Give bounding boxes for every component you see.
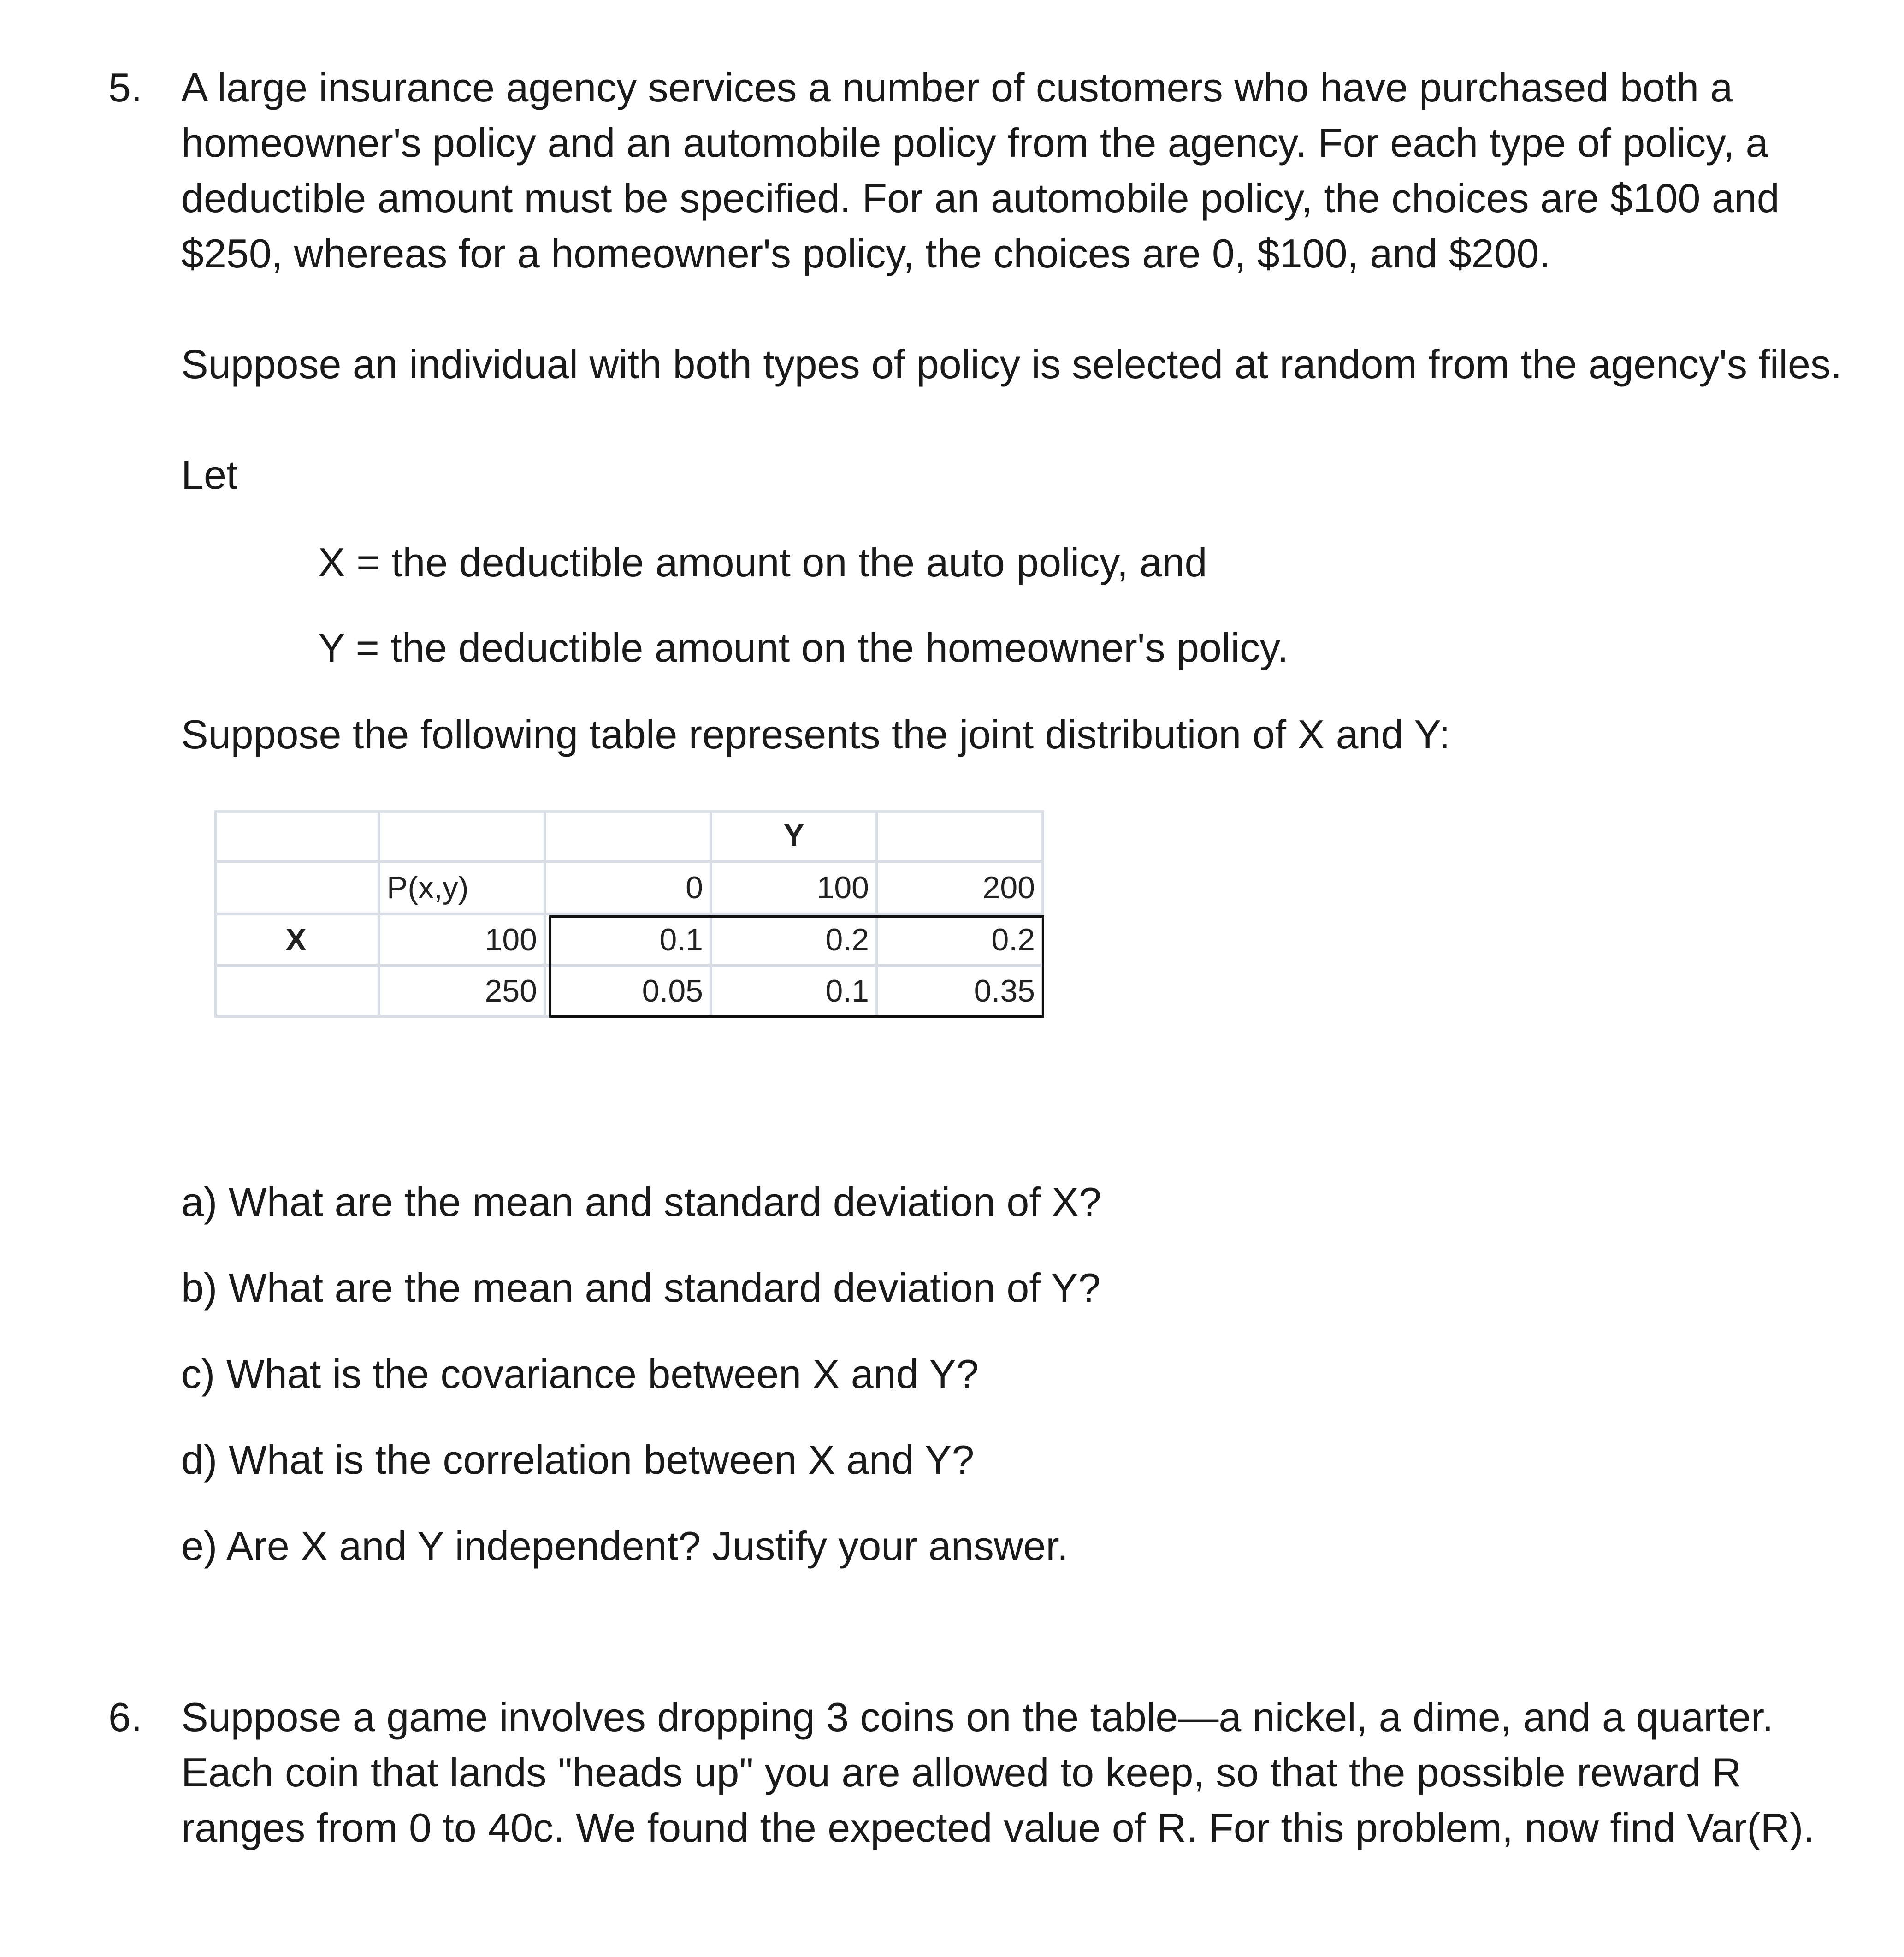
table-cell-empty bbox=[214, 810, 380, 863]
question-a: a) What are the mean and standard deviation of X? bbox=[181, 1179, 1101, 1225]
probability-cell: 0.05 bbox=[546, 967, 712, 1018]
problem-5-intro bbox=[181, 60, 1832, 281]
probability-cell: 0.2 bbox=[712, 915, 878, 967]
question-d: d) What is the correlation between X and Y? bbox=[181, 1437, 975, 1483]
problem-5-number: 5. bbox=[108, 65, 142, 110]
y-value-header: 200 bbox=[878, 863, 1044, 915]
probability-cell: 0.1 bbox=[712, 967, 878, 1018]
let-label: Let bbox=[181, 452, 238, 498]
question-c: c) What is the covariance between X and Y? bbox=[181, 1351, 979, 1397]
x-value-row-header: 100 bbox=[380, 915, 546, 967]
problem-5-intro-text: A large insurance agency services a number of customers who have purchased both a homeowner's policy and an automobile policy from the agency. For each type of policy, a deductible amount must be specified. For an automobile policy, the choices are $100 and $250, whereas for a homeowner's policy, the choices are 0, $100, and $200. bbox=[181, 65, 1780, 276]
probability-corner-label: P(x,y) bbox=[380, 863, 546, 915]
y-value-header: 100 bbox=[712, 863, 878, 915]
joint-distribution-table bbox=[214, 810, 1044, 1018]
probability-cell: 0.1 bbox=[546, 915, 712, 967]
x-definition: X = the deductible amount on the auto policy, and bbox=[318, 540, 1207, 585]
question-b: b) What are the mean and standard deviation of Y? bbox=[181, 1265, 1101, 1311]
x-value-row-header: 250 bbox=[380, 967, 546, 1018]
problem-6-number: 6. bbox=[108, 1694, 142, 1740]
table-cell-empty bbox=[214, 863, 380, 915]
probability-cell: 0.2 bbox=[878, 915, 1044, 967]
y-definition: Y = the deductible amount on the homeowner's policy. bbox=[318, 625, 1289, 670]
probability-cell: 0.35 bbox=[878, 967, 1044, 1018]
problem-6-text: Suppose a game involves dropping 3 coins on the table—a nickel, a dime, and a quarter. Each coin that lands "heads up" you are allowed to keep, so that the possible reward R ranges from 0 to 40c. We found the expected value of R. For this problem, now find Var(R). bbox=[181, 1694, 1815, 1850]
table-intro: Suppose the following table represents the joint distribution of X and Y: bbox=[181, 712, 1450, 757]
x-variable-label: X bbox=[214, 915, 380, 967]
table-cell-empty bbox=[878, 810, 1044, 863]
y-variable-label: Y bbox=[712, 810, 878, 863]
table-cell-empty bbox=[214, 967, 380, 1018]
table-cell-empty bbox=[380, 810, 546, 863]
problem-6-text-block bbox=[181, 1690, 1832, 1856]
selected-at-random-text: Suppose an individual with both types of policy is selected at random from the agency's files. bbox=[181, 341, 1842, 387]
y-value-header: 0 bbox=[546, 863, 712, 915]
table-cell-empty bbox=[546, 810, 712, 863]
question-e: e) Are X and Y independent? Justify your answer. bbox=[181, 1523, 1069, 1569]
